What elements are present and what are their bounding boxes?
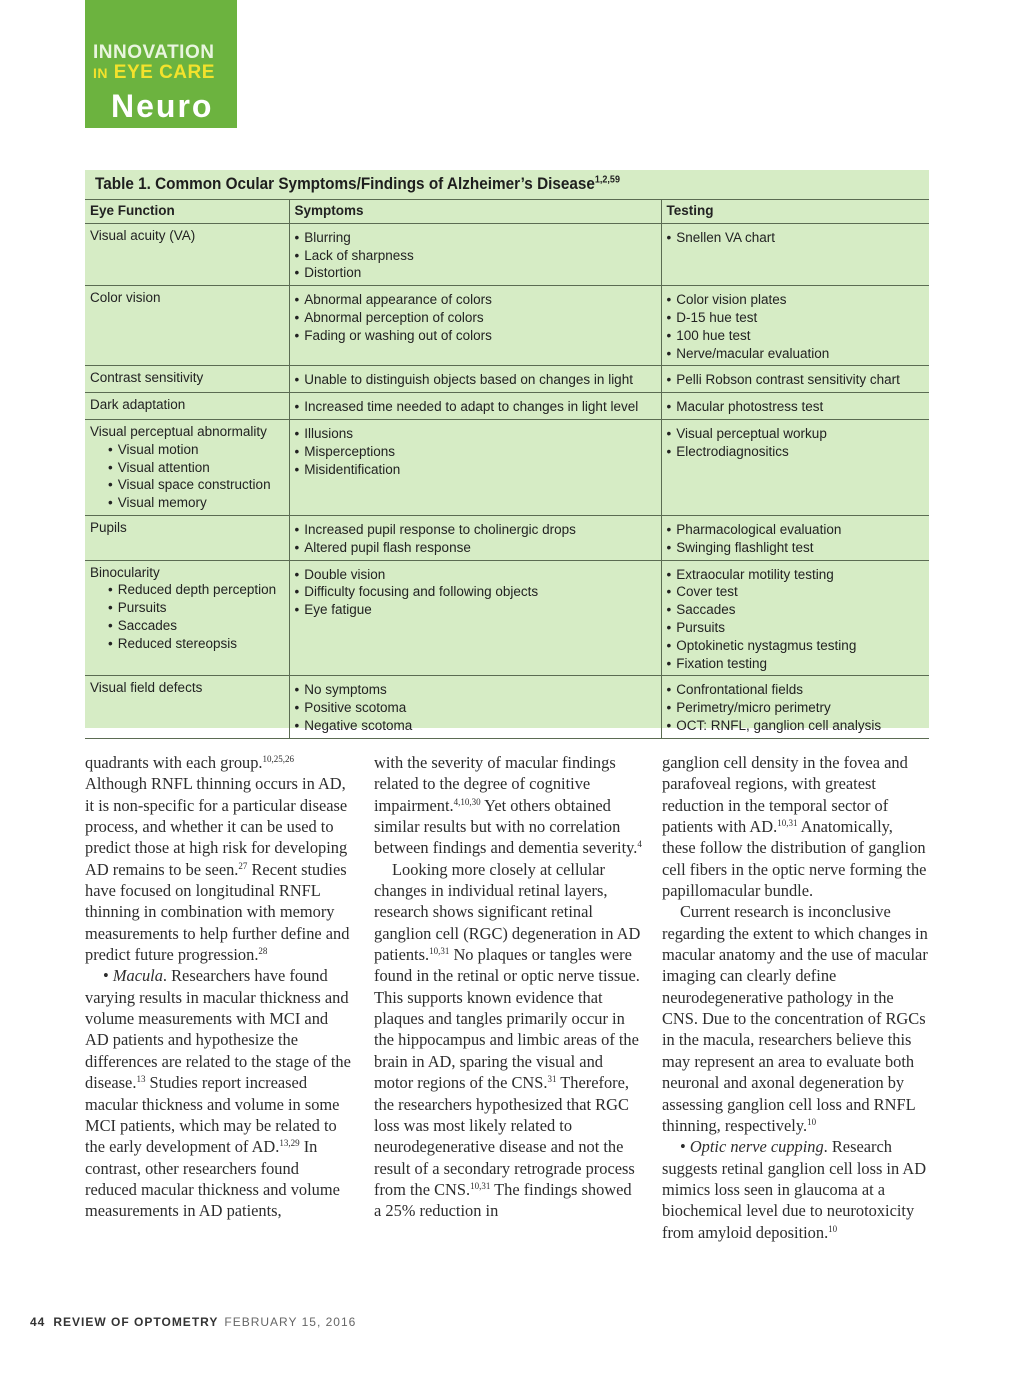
paragraph (374, 859, 642, 1222)
list-item: • Optokinetic nystagmus testing (667, 637, 925, 655)
symptoms-list (295, 566, 656, 619)
badge-line-eye-care (93, 62, 215, 84)
body-column-1 (85, 752, 353, 1222)
citation: 10,31 (429, 946, 450, 957)
cell-testing (661, 515, 929, 560)
cell-testing (661, 393, 929, 420)
cell-symptoms (289, 223, 661, 285)
list-item: • Visual space construction (108, 476, 284, 494)
header-testing: Testing (661, 200, 929, 224)
list-item: • Extraocular motility testing (667, 566, 925, 584)
symptoms-list (295, 681, 656, 734)
list-item: • Color vision plates (667, 291, 925, 309)
table-row (85, 286, 929, 366)
list-item: • Macular photostress test (667, 398, 925, 416)
paragraph (85, 965, 353, 1221)
testing-list (667, 371, 925, 389)
eye-function-label: Dark adaptation (90, 397, 186, 413)
cell-testing (661, 419, 929, 515)
list-item: • Abnormal appearance of colors (295, 291, 656, 309)
text-run: . Researchers have found varying results in macular thickness and volume measurements with MCI and AD patients and hypothesize the differences are related to the stage of the disease. (85, 966, 351, 1093)
list-item: • Altered pupil flash response (295, 539, 656, 557)
testing-list (667, 229, 925, 247)
paragraph (374, 752, 642, 859)
bullet: • (680, 1137, 690, 1157)
list-item: • Distortion (295, 264, 656, 282)
eye-function-label: Visual perceptual abnormality (90, 423, 267, 439)
citation: 27 (238, 860, 248, 871)
list-item: • Reduced depth perception (108, 581, 284, 599)
list-item: • OCT: RNFL, ganglion cell analysis (667, 717, 925, 735)
badge-eye-care: EYE CARE (113, 62, 215, 83)
citation: 10,31 (470, 1180, 491, 1191)
page-number: 44 (30, 1315, 46, 1329)
header-eye-function: Eye Function (85, 200, 289, 224)
testing-list (667, 291, 925, 362)
list-item: • Visual attention (108, 459, 284, 477)
eye-function-label: Contrast sensitivity (90, 370, 204, 386)
testing-list (667, 681, 925, 734)
list-item: • Negative scotoma (295, 717, 656, 735)
cell-testing (661, 676, 929, 738)
list-item: • Increased time needed to adapt to changes in light level (295, 398, 656, 416)
table-row (85, 419, 929, 515)
section-badge (85, 0, 237, 128)
list-item: • Pelli Robson contrast sensitivity chart (667, 371, 925, 389)
list-item: • No symptoms (295, 681, 656, 699)
list-item: • Lack of sharpness (295, 247, 656, 265)
list-item: • Visual memory (108, 494, 284, 512)
table-row (85, 366, 929, 393)
citation: 13 (136, 1074, 146, 1085)
text-run: . Research suggests retinal ganglion cell loss in AD mimics loss seen in glaucoma at a biochemical level due to neurotoxicity from amyloid deposition. (662, 1137, 927, 1242)
issue-date: FEBRUARY 15, 2016 (224, 1315, 357, 1329)
body-column-2 (374, 752, 642, 1222)
list-item: • Nerve/macular evaluation (667, 345, 925, 363)
list-item: • Cover test (667, 583, 925, 601)
cell-eye-function (85, 393, 289, 420)
list-item: • Fixation testing (667, 655, 925, 673)
text-run: Therefore, the researchers hypothesized that RGC loss was most likely related to neurodegenerative disease and not the result of a secondary retrograde process from the CNS. (374, 1073, 635, 1199)
table-header-row (85, 200, 929, 224)
cell-eye-function (85, 286, 289, 366)
citation: 10,25,26 (262, 754, 295, 764)
body-column-3 (662, 752, 930, 1243)
eye-function-sublist (90, 581, 284, 652)
text-run: The findings showed a 25% reduction in (374, 1179, 632, 1221)
cell-eye-function (85, 560, 289, 676)
testing-list (667, 425, 925, 461)
table-title (95, 174, 620, 202)
list-item: • Pharmacological evaluation (667, 521, 925, 539)
text-run: Recent studies have focused on longitudinal RNFL thinning in combination with memory measurements to help further define and predict future progression. (85, 859, 350, 965)
table-row (85, 393, 929, 420)
magazine-name: REVIEW OF OPTOMETRY (53, 1315, 219, 1329)
symptoms-table-panel (85, 170, 929, 733)
table-title-refs: 1,2,59 (594, 174, 620, 186)
cell-symptoms (289, 419, 661, 515)
paragraph (85, 752, 353, 965)
text-run: No plaques or tangles were found in the retinal or optic nerve tissue. This supports known evidence that plaques and tangles primarily occur in the hippocampus and limbic areas of the brain in AD, sparing the visual and motor regions of the CNS. (374, 945, 640, 1093)
list-item: • Increased pupil response to cholinergic drops (295, 521, 656, 539)
list-item: • Pursuits (667, 619, 925, 637)
paragraph (662, 901, 930, 1136)
list-item: • Difficulty focusing and following objects (295, 583, 656, 601)
badge-line-innovation: INNOVATION (93, 42, 215, 63)
table-body (85, 223, 929, 738)
citation: 10,31 (777, 818, 798, 829)
list-item: • Confrontational fields (667, 681, 925, 699)
cell-eye-function (85, 366, 289, 393)
list-item: • Reduced stereopsis (108, 635, 284, 653)
text-run: Studies report increased macular thickness and volume in some MCI patients, which may be related to the early development of AD. (85, 1073, 340, 1157)
list-item: • Saccades (667, 601, 925, 619)
cell-testing (661, 286, 929, 366)
citation: 10 (807, 1116, 817, 1127)
text-run: In contrast, other researchers found reduced macular thickness and volume measurements in AD patients, (85, 1137, 340, 1221)
text-run: with the severity of macular findings related to the degree of cognitive impairment. (374, 753, 616, 815)
header-symptoms: Symptoms (289, 200, 661, 224)
table-title-text: Table 1. Common Ocular Symptoms/Findings of Alzheimer’s Disease (95, 174, 595, 193)
paragraph (662, 1136, 930, 1243)
citation: 31 (547, 1074, 557, 1085)
symptoms-list (295, 398, 656, 416)
table-row (85, 515, 929, 560)
cell-eye-function (85, 419, 289, 515)
text-run: quadrants with each group. (85, 753, 263, 772)
symptoms-table (85, 199, 929, 739)
table-row (85, 676, 929, 738)
cell-eye-function (85, 223, 289, 285)
list-item: • Electrodiagnositics (667, 443, 925, 461)
badge-section-name: Neuro (111, 88, 214, 124)
subhead-macula: Macula (112, 966, 163, 986)
list-item: • Snellen VA chart (667, 229, 925, 247)
text-run: Although RNFL thinning occurs in AD, it is non-specific for a particular disease process, and whether it can be used to predict those at high risk for developing AD remains to be seen. (85, 774, 348, 879)
cell-symptoms (289, 676, 661, 738)
symptoms-list (295, 229, 656, 282)
symptoms-list (295, 291, 656, 344)
symptoms-list (295, 371, 656, 389)
list-item: • Double vision (295, 566, 656, 584)
table-row (85, 223, 929, 285)
cell-eye-function (85, 676, 289, 738)
page-footer (30, 1315, 356, 1329)
list-item: • Misidentification (295, 461, 656, 479)
cell-symptoms (289, 560, 661, 676)
list-item: • Perimetry/micro perimetry (667, 699, 925, 717)
text-run: Current research is inconclusive regarding the extent to which changes in macular anatomy and the use of macular imaging can clearly define neurodegenerative pathology in the CNS. Due to the concentration of RGCs in the macula, researchers believe this may represent an area to evaluate both neuronal and axonal degeneration by assessing ganglion cell loss and RNFL thinning, respectively. (662, 902, 928, 1135)
list-item: • Eye fatigue (295, 601, 656, 619)
paragraph (662, 752, 930, 901)
list-item: • Abnormal perception of colors (295, 309, 656, 327)
list-item: • Unable to distinguish objects based on changes in light (295, 371, 656, 389)
testing-list (667, 566, 925, 673)
citation: 4 (637, 839, 642, 850)
list-item: • D-15 hue test (667, 309, 925, 327)
cell-symptoms (289, 515, 661, 560)
text-run: ganglion cell density in the fovea and parafoveal regions, with greatest reduction in the temporal sector of patients with AD. (662, 753, 908, 837)
list-item: • Visual motion (108, 441, 284, 459)
citation: 4,10,30 (453, 796, 481, 807)
eye-function-label: Binocularity (90, 564, 160, 580)
list-item: • Fading or washing out of colors (295, 327, 656, 345)
cell-testing (661, 366, 929, 393)
eye-function-label: Visual acuity (VA) (90, 227, 196, 243)
eye-function-label: Visual field defects (90, 680, 203, 696)
list-item: • 100 hue test (667, 327, 925, 345)
eye-function-label: Color vision (90, 290, 161, 306)
testing-list (667, 398, 925, 416)
list-item: • Saccades (108, 617, 284, 635)
cell-symptoms (289, 286, 661, 366)
cell-symptoms (289, 366, 661, 393)
eye-function-label: Pupils (90, 519, 127, 535)
testing-list (667, 521, 925, 557)
subhead-optic-nerve-cupping: Optic nerve cupping (689, 1137, 824, 1157)
cell-eye-function (85, 515, 289, 560)
list-item: • Positive scotoma (295, 699, 656, 717)
list-item: • Swinging flashlight test (667, 539, 925, 557)
cell-testing (661, 223, 929, 285)
citation: 13,29 (279, 1138, 300, 1149)
badge-in: IN (93, 65, 108, 81)
symptoms-list (295, 425, 656, 478)
cell-symptoms (289, 393, 661, 420)
cell-testing (661, 560, 929, 676)
list-item: • Misperceptions (295, 443, 656, 461)
text-run: Looking more closely at cellular changes in individual retinal layers, research shows significant retinal ganglion cell (RGC) degeneration in AD patients. (374, 859, 641, 965)
text-run: Yet others obtained similar results but with no correlation between findings and dementia severity. (374, 795, 638, 858)
text-run: Anatomically, these follow the distribution of ganglion cell fibers in the optic nerve forming the papillomacular bundle. (662, 817, 927, 901)
list-item: • Illusions (295, 425, 656, 443)
list-item: • Pursuits (108, 599, 284, 617)
list-item: • Blurring (295, 229, 656, 247)
eye-function-sublist (90, 441, 284, 512)
citation: 10 (828, 1223, 838, 1234)
table-row (85, 560, 929, 676)
symptoms-list (295, 521, 656, 557)
list-item: • Visual perceptual workup (667, 425, 925, 443)
bullet: • (103, 966, 113, 986)
citation: 28 (258, 946, 268, 957)
